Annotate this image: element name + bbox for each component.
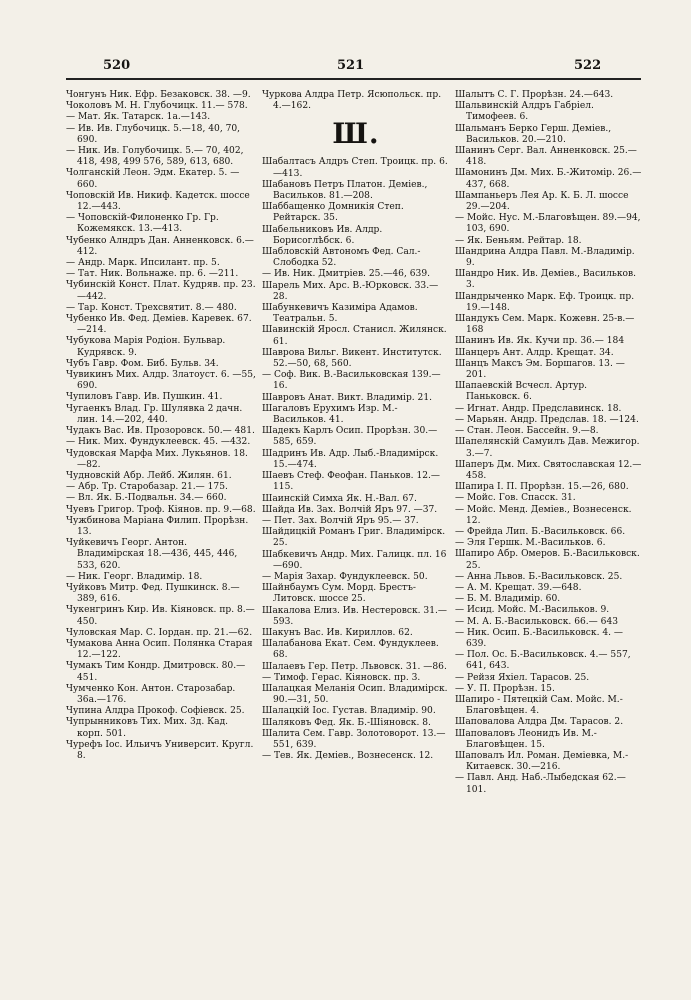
directory-entry: Чонгунъ Ник. Ефр. Безаковск. 38. —9. [66,90,251,100]
directory-entry: Чупиловъ Гавр. Ив. Пушкин. 41. [66,392,223,403]
directory-entry: — Вл. Як. Б.-Подвальн. 34.— 660. [66,493,227,504]
directory-entry: — Мойс. Менд. Деміев., Вознесенск. 12. [455,504,632,526]
directory-entry: Шабановъ Петръ Платон. Деміев., Васильков. 81.—208. [262,179,428,202]
directory-entry: Чудновскій Абр. Лейб. Жилян. 61. [66,470,232,481]
directory-entry: — Б. М. Владимір. 60. [455,594,561,605]
directory-entry: Шабельниковъ Ив. Алдр. Борисоглѣбск. 6. [262,224,383,246]
column-left [66,90,256,970]
directory-entry: Чуйковъ Митр. Фед. Пушкинск. 8.—389, 616. [66,582,240,605]
directory-entry: — Андр. Марк. Ипсилант. пр. 5. [66,258,220,269]
directory-entry: Шайдицкій Романъ Григ. Владимірск. 25. [262,527,446,549]
directory-entry: Чувикинъ Мих. Алдр. Златоуст. 6. —55, 690. [66,370,256,392]
directory-entry: Чоколовъ М. Н. Глубочицк. 11.— 578. [66,101,248,112]
directory-entry: Шапиро Абр. Омеров. Б.-Васильковск. 25. [455,549,640,571]
directory-entry: Чолганскій Леон. Эдм. Екатер. 5. —660. [66,168,240,190]
directory-entry: — Мойс. Гов. Спасск. 31. [455,493,576,504]
directory-entry: Чуловская Мар. С. Іордан. пр. 21.—62. [66,627,253,638]
directory-entry: — Тар. Конст. Трехсвятит. 8.— 480. [66,302,237,313]
directory-entry: — А. М. Крещат. 39.—648. [455,582,582,593]
directory-entry: Шаевъ Стеф. Феофан. Паньков. 12.—115. [262,471,441,493]
directory-entry: — Исид. Мойс. М.-Васильков. 9. [455,605,610,616]
directory-entry: Чумченко Кон. Антон. Старозабар. 36а.—176. [66,683,236,705]
directory-entry: Шалаевъ Гер. Петр. Львовск. 31. —86. [262,661,447,672]
directory-entry: Чуевъ Григор. Троф. Кіянов. пр. 9.—68. [66,504,256,515]
directory-entry: — Абр. Тр. Старобазар. 21.— 175. [66,482,228,493]
directory-entry: Шанинъ Ив. Як. Кучи пр. 36.— 184 [455,336,625,347]
directory-entry: Чубукова Марія Родіон. Бульвар. Кудрявск. 9. [66,336,226,358]
directory-entry: — Пет. Зах. Волчій Яръ 95.— 37. [262,515,419,526]
directory-entry: Шаповалъ Ил. Роман. Деміевка, М.-Китаевск. 30.—216. [455,750,629,773]
directory-entry: Шандукъ Сем. Марк. Кожевн. 25-в.—168 [455,314,635,336]
directory-entry: — Ник. Ив. Голубочицк. 5.— 70, 402, 418, 498, 499 576, 589, 613, 680. [66,146,244,168]
directory-entry: Шаврова Вильг. Викент. Институтск. 52.—50, 68, 560. [262,347,442,370]
directory-entry: Чубъ Гавр. Фом. Биб. Бульв. 34. [66,358,219,369]
directory-entry: Чурефъ Іос. Ильичъ Университ. Кругл. 8. [66,739,254,761]
directory-entry: Шалабанова Екат. Сем. Фундуклеев. 68. [262,639,439,661]
directory-entry: Шалацкая Меланія Осип. Владимірск. 90.—31, 50. [262,683,448,706]
directory-entry: — Ник. Мих. Фундуклеевск. 45. —432. [66,437,251,448]
directory-entry: Шадринъ Ив. Адр. Лыб.-Владимірск. 15.—474. [262,448,439,470]
directory-entry: Шакалова Елиз. Ив. Нестеровск. 31.—593. [262,605,447,627]
directory-entry: Шабункевичъ Казиміра Адамов. Театральн. 5. [262,303,418,325]
directory-entry: Шаляковъ Фед. Як. Б.-Шіяновск. 8. [262,717,431,728]
directory-entry: — Игнат. Андр. Предславинск. 18. [455,403,622,414]
directory-entry: Шавинскій Яросл. Станисл. Жилянск. 61. [262,325,447,347]
directory-entry: Шагаловъ Ерухимъ Изр. М.-Васильков. 41. [262,403,398,426]
directory-entry: — Рейзя Яхіел. Тарасов. 25. [455,672,590,683]
directory-entry: — Стан. Леон. Бассейн. 9.—8. [455,426,599,437]
directory-entry: Чумакова Анна Осип. Полянка Старая 12.—122. [66,638,253,661]
directory-entry: Шампаньеръ Лея Ар. К. Б. Л. шоссе 29.—204. [455,190,629,213]
directory-entry: Шайнбаумъ Сум. Морд. Брестъ-Литовск. шоссе 25. [262,583,416,605]
column-right [455,90,642,970]
directory-entry: Шаповаловъ Леонидъ Ив. М.-Благовѣщен. 15. [455,728,597,750]
directory-entry: Шаинскій Симха Як. Н.-Вал. 67. [262,493,417,504]
directory-entry: Шадекъ Карлъ Осип. Прорѣзн. 30.—585, 659. [262,426,438,448]
section-heading: Ш. [332,117,380,151]
directory-entry: Шавровъ Анат. Викт. Владимір. 21. [262,392,433,403]
directory-entry: Шалацкій Іос. Густав. Владимір. 90. [262,706,436,717]
directory-entry: Шабкевичъ Андр. Мих. Галицк. пл. 16 —690. [262,549,447,571]
directory-entry: — Тев. Як. Деміев., Вознесенск. 12. [262,751,434,762]
page-number-right: 522 [574,58,602,73]
directory-entry: Шальманъ Берко Герш. Деміев., Васильков. 20.—210. [455,123,612,145]
directory-entry: Шайда Ив. Зах. Волчій Яръ 97. —37. [262,504,438,515]
directory-entry: — Анна Львов. Б.-Васильковск. 25. [455,571,623,582]
directory-entry: Шапаевскій Всчесл. Артур. Паньковск. 6. [455,381,588,403]
directory-entry: Шаббащенко Домникія Степ. Рейтарск. 35. [262,202,404,224]
directory-entry: — У. П. Прорѣзн. 15. [455,683,555,694]
directory-entry: Чуркова Алдра Петр. Ясюпольск. пр. 4.—162. [262,90,442,112]
directory-entry: Чукенгринъ Кир. Ив. Кіяновск. пр. 8.—450. [66,605,255,627]
directory-entry: Чубенко Алндръ Дан. Анненковск. 6.—412. [66,235,254,257]
directory-entry: — Ив. Ник. Дмитріев. 25.—46, 639. [262,269,430,280]
directory-entry: Шандрыченко Марк. Еф. Троицк. пр. 19.—148. [455,291,635,313]
directory-entry: Шабалтасъ Алдръ Степ. Троицк. пр. 6.—413. [262,157,448,179]
directory-entry: Чудакъ Вас. Ив. Прозоровск. 50.— 481. [66,426,255,437]
directory-entry: Чоповскій Ив. Никиф. Кадетск. шоссе 12.—443. [66,190,250,213]
page-number-center: 521 [337,58,365,73]
header-rule [66,78,641,80]
directory-entry: — Як. Беньям. Рейтар. 18. [455,235,582,246]
directory-entry: Шальвинскій Алдръ Габріел. Тимофеев. 6. [455,101,594,123]
directory-entry: Шандро Ник. Ив. Деміев., Васильков. 3. [455,269,637,291]
directory-entry: Чугаенкъ Влад. Гр. Шулявка 2 дачн. лин. 14.—202, 440. [66,403,243,425]
directory-entry: Чупина Алдра Прокоф. Софіевск. 25. [66,706,245,717]
directory-entry: Шапиро - Пятецкій Сам. Мойс. М.-Благовѣщен. 4. [455,694,623,717]
directory-entry: Чумакъ Тим Кондр. Дмитровск. 80.—451. [66,661,246,683]
directory-entry: — Чоповскій-Филоненко Гр. Гр. Кожемякск. 13.—413. [66,213,219,235]
page-number-left: 520 [103,58,131,73]
directory-entry: Шандрина Алдра Павл. М.-Владимір. 9. [455,246,635,269]
directory-entry: Шанцеръ Ант. Алдр. Крещат. 34. [455,347,614,358]
directory-entry: Чуйкевичъ Георг. Антон. Владимірская 18.—436, 445, 446, 533, 620. [66,538,238,571]
directory-entry: — Фрейда Лип. Б.-Васильковск. 66. [455,526,626,537]
directory-entry: Шарель Мих. Арс. В.-Юрковск. 33.—28. [262,280,439,302]
directory-entry: Шамонинъ Дм. Мих. Б.-Житомір. 26.—437, 668. [455,168,642,190]
directory-entry: Шапира І. П. Прорѣзн. 15.—26, 680. [455,482,629,493]
directory-entry: — Эля Гершк. М.-Васильков. 6. [455,538,606,549]
directory-entry: — Ив. Ив. Глубочицк. 5.—18, 40, 70, 690. [66,123,241,145]
column-middle [262,90,450,970]
directory-entry: Шанцъ Максъ Эм. Боршагов. 13. —201. [455,358,625,381]
directory-entry: — Мойс. Нус. М.-Благовѣщен. 89.—94, 103, 690. [455,213,641,235]
directory-entry: Чубенко Ив. Фед. Деміев. Каревек. 67.—214. [66,314,252,336]
directory-entry: — М. А. Б.-Васильковск. 66.— 643 [455,616,619,627]
directory-entry: Шалита Сем. Гавр. Золотоворот. 13.—551, 639. [262,728,446,750]
directory-entry: Шаповалова Алдра Дм. Тарасов. 2. [455,717,624,728]
directory-entry: — Павл. Анд. Наб.-Лыбедская 62.—101. [455,773,626,795]
directory-entry: Чубинскій Конст. Плат. Кудряв. пр. 23.—442. [66,280,256,302]
directory-entry: — Марія Захар. Фундуклеевск. 50. [262,571,428,582]
directory-entry: Шанинъ Серг. Вал. Анненковск. 25.—418. [455,146,637,168]
directory-entry: Шабловскій Автономъ Фед. Сал.-Слободка 52. [262,247,421,269]
directory-entry: — Ник. Осип. Б.-Васильковск. 4. —639. [455,627,624,649]
directory-entry: Шакунъ Вас. Ив. Кириллов. 62. [262,627,413,638]
directory-entry: Чужбинова Маріана Филип. Прорѣзн. 13. [66,515,249,537]
directory-entry: Шаперъ Дм. Мих. Святославская 12.—458. [455,459,642,481]
directory-entry: Чупрынниковъ Тих. Мих. 3д. Кад. корп. 501. [66,717,229,739]
directory-entry: — Пол. Ос. Б.-Васильковск. 4.— 557, 641, 643. [455,650,631,672]
directory-entry: — Соф. Вик. В.-Васильковская 139.—16. [262,370,441,392]
directory-entry: — Ник. Георг. Владимір. 18. [66,571,203,582]
directory-entry: Шалытъ С. Г. Прорѣзн. 24.—643. [455,90,614,100]
directory-entry: — Мат. Як. Татарск. 1а.—143. [66,112,211,123]
directory-entry: — Тат. Ник. Вольнаже. пр. 6. —211. [66,269,239,280]
directory-entry: Чудовская Марфа Мих. Лукьянов. 18.—82. [66,448,248,470]
directory-entry: Шапелянскій Самуилъ Дав. Межигор. 3.—7. [455,437,640,459]
directory-entry: — Тимоф. Герас. Кіяновск. пр. 3. [262,672,421,683]
directory-entry: — Марьян. Андр. Предслав. 18. —124. [455,414,639,425]
